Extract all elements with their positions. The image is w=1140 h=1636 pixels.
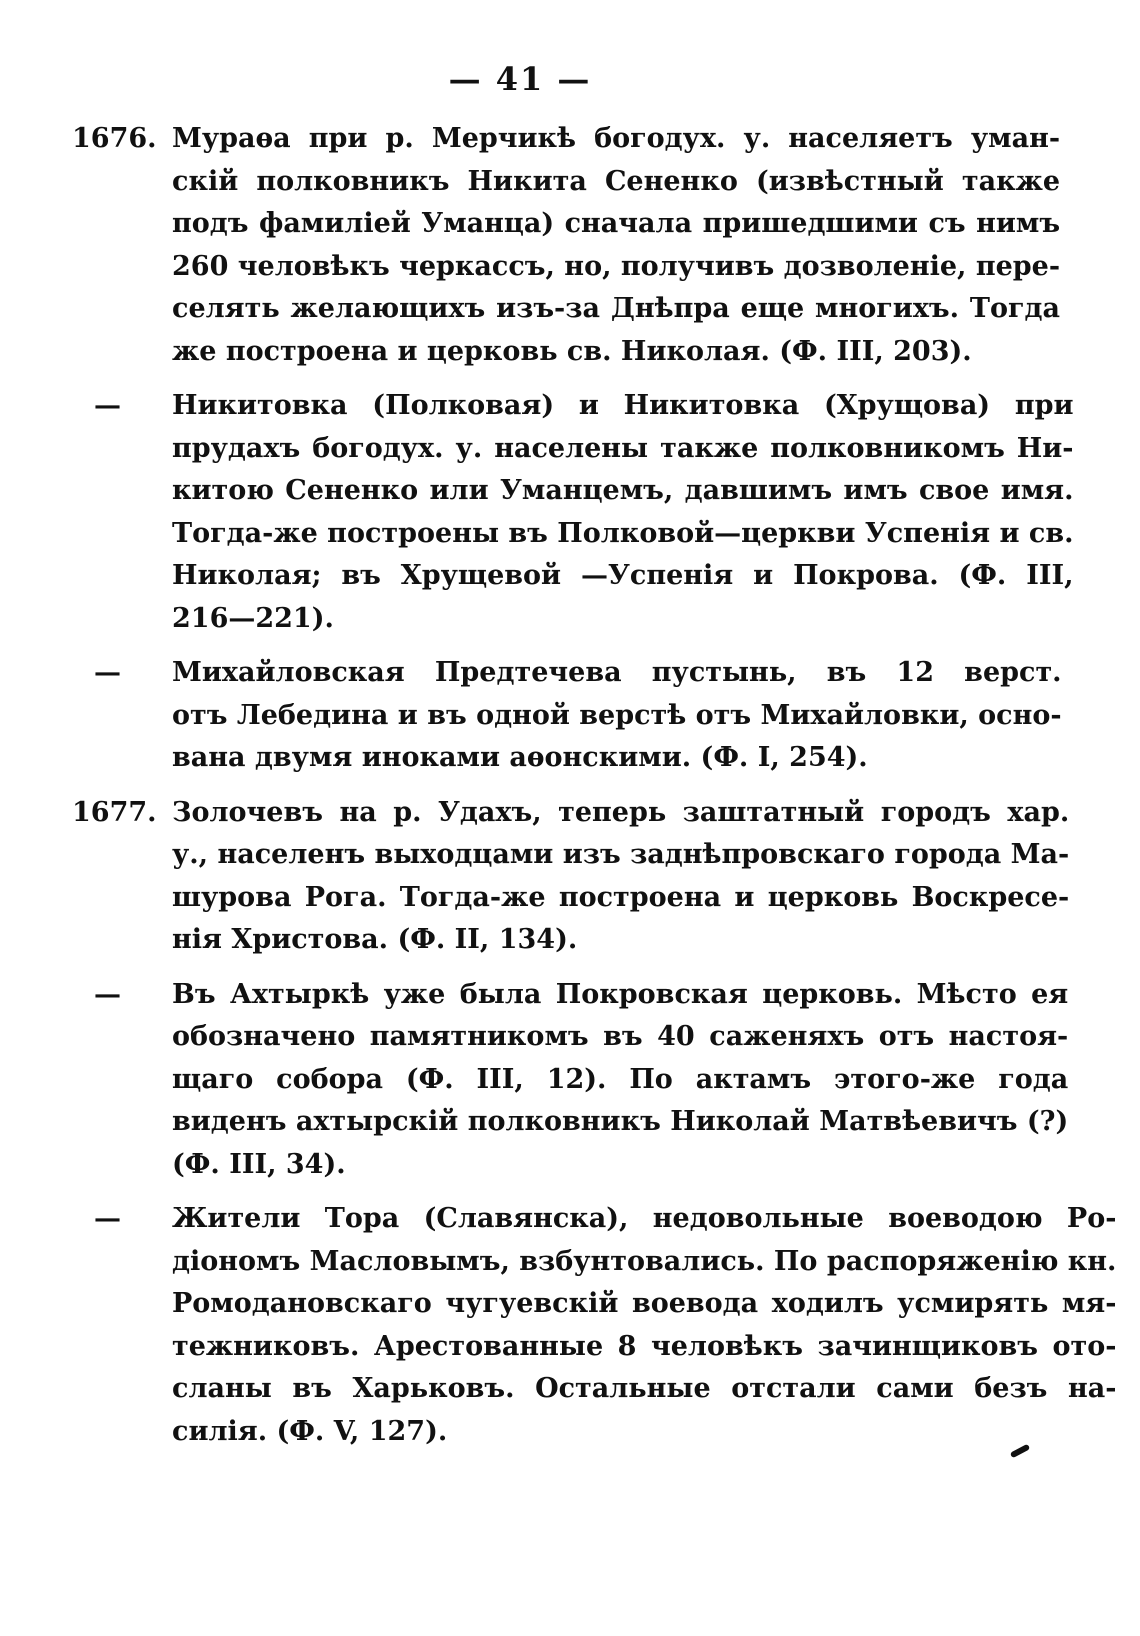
entry-line: 260 человѣкъ черкассъ, но, получивъ дозволеніе, пере- <box>172 250 1061 282</box>
entry-line: скій полковникъ Никита Сененко (извѣстный также <box>172 165 1061 197</box>
entry-line: виденъ ахтырскій полковникъ Николай Матвѣевичъ (?) <box>172 1106 1069 1137</box>
entry-line: шурова Рога. Тогда-же построена и церковь Воскресе- <box>172 881 1070 913</box>
entry-line: нія Христова. (Ф. II, 134). <box>172 924 578 955</box>
entry-year-marker: 1676. <box>72 123 157 154</box>
entry-line: Тогда-же построены въ Полковой—церкви Успенія и св. <box>172 517 1074 549</box>
entry-akhtyrka <box>72 974 1069 1187</box>
entry-text <box>172 1198 1116 1453</box>
entry-1677-zolochev <box>72 792 1070 962</box>
entry-line: тежниковъ. Арестованные 8 человѣкъ зачинщиковъ ото- <box>172 1330 1117 1362</box>
entry-text <box>172 652 1062 780</box>
entry-line: Жители Тора (Славянска), недовольные воеводою Ро- <box>172 1203 1117 1234</box>
entry-line: (Ф. III, 34). <box>172 1148 346 1180</box>
entry-line: щаго собора (Ф. III, 12). По актамъ этого-же года <box>172 1063 1069 1095</box>
entry-line: отъ Лебедина и въ одной верстѣ отъ Михайловки, осно- <box>172 699 1062 731</box>
entry-tor-slavyansk <box>72 1198 1117 1453</box>
entry-line: Мураѳа при р. Мерчикѣ богодух. у. населяетъ уман- <box>172 123 1061 154</box>
entry-line: обозначено памятникомъ въ 40 саженяхъ отъ настоя- <box>172 1021 1069 1052</box>
entry-text <box>172 792 1069 962</box>
entry-year-marker: 1677. <box>72 796 157 828</box>
entry-dash-marker: — <box>94 657 121 688</box>
entry-line: 216—221). <box>172 602 334 634</box>
entry-line: Ромодановскаго чугуевскій воевода ходилъ усмирять мя- <box>172 1288 1117 1319</box>
entry-dash-marker: — <box>94 390 121 421</box>
entry-1676-murafa <box>72 118 1061 373</box>
entry-line: у., населенъ выходцами изъ заднѣпровскаго города Ма- <box>172 839 1070 870</box>
entry-dash-marker: — <box>94 1203 121 1234</box>
entry-line: діономъ Масловымъ, взбунтовались. По распоряженію кн. <box>172 1245 1117 1277</box>
entry-line: китою Сененко или Уманцемъ, давшимъ имъ свое имя. <box>172 475 1074 506</box>
entry-line: селять желающихъ изъ-за Днѣпра еще многихъ. Тогда <box>172 293 1061 324</box>
entry-line: прудахъ богодух. у. населены также полковникомъ Ни- <box>172 432 1074 464</box>
entry-dash-marker: — <box>94 978 121 1010</box>
entry-line: Николая; въ Хрущевой —Успенія и Покрова. (Ф. III, <box>172 560 1074 591</box>
entry-line: подъ фамиліей Уманца) сначала пришедшими съ нимъ <box>172 208 1061 239</box>
entry-text <box>172 118 1060 373</box>
page-number: — 41 — <box>448 60 592 98</box>
chronicle-entries <box>72 118 1117 1465</box>
entry-text <box>172 385 1074 640</box>
entry-text <box>172 974 1068 1187</box>
entry-line: Никитовка (Полковая) и Никитовка (Хрущова) при <box>172 390 1074 421</box>
entry-line: вана двумя иноками аѳонскими. (Ф. I, 254). <box>172 742 868 773</box>
entry-nikitovka <box>72 385 1074 640</box>
entry-line: Михайловская Предтечева пустынь, въ 12 верст. <box>172 657 1062 688</box>
entry-line: же построена и церковь св. Николая. (Ф. III, 203). <box>172 335 972 367</box>
entry-line: силія. (Ф. V, 127). <box>172 1415 448 1447</box>
entry-mikhailovskaya-pustyn <box>72 652 1062 780</box>
entry-line: сланы въ Харьковъ. Остальные отстали сами безъ на- <box>172 1373 1117 1404</box>
entry-line: Золочевъ на р. Удахъ, теперь заштатный городъ хар. <box>172 796 1070 828</box>
entry-line: Въ Ахтыркѣ уже была Покровская церковь. Мѣсто ея <box>172 978 1069 1010</box>
